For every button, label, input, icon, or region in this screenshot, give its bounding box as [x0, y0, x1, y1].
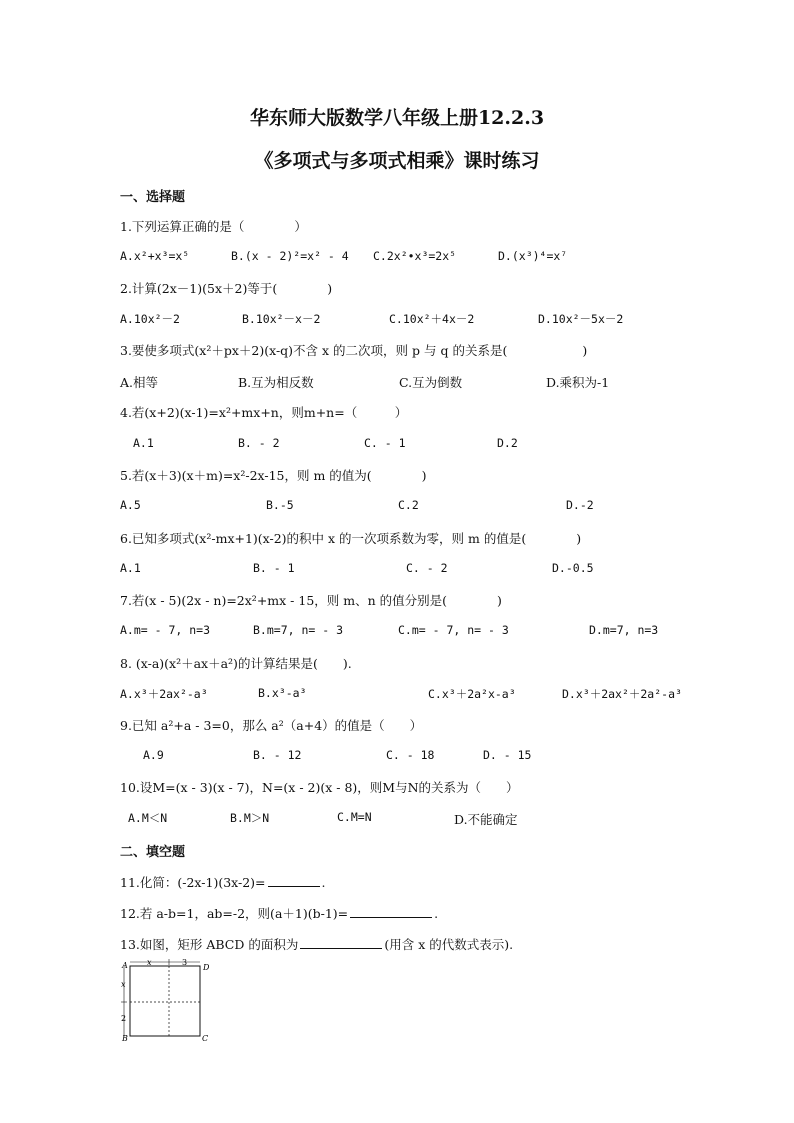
q2-option-c: C.10x²＋4x－2 — [389, 312, 475, 326]
q13-answer-blank[interactable] — [300, 934, 382, 949]
q4-option-a: A.1 — [133, 436, 154, 450]
q8-option-c: C.x³＋2a²x-a³ — [428, 687, 516, 701]
q5-option-b: B.-5 — [266, 498, 294, 512]
question-10: 10.设M=(x - 3)(x - 7)，N=(x - 2)(x - 8)，则M与N的关系为（ ） — [120, 780, 519, 795]
q7-option-c: C.m= - 7, n= - 3 — [398, 623, 509, 637]
q10-option-d: D.不能确定 — [454, 812, 518, 827]
q12-text: 12.若 a-b=1，ab=-2，则(a＋1)(b-1)= — [120, 906, 349, 921]
question-2: 2.计算(2x－1)(5x＋2)等于( ) — [120, 281, 333, 296]
question-8: 8. (x-a)(x²＋ax＋a²)的计算结果是( ). — [120, 656, 352, 671]
q6-option-a: A.1 — [120, 561, 141, 575]
q7-option-b: B.m=7, n= - 3 — [253, 623, 344, 637]
q4-option-b: B. - 2 — [238, 436, 280, 450]
q6-option-c: C. - 2 — [406, 561, 448, 575]
q13-text: 13.如图，矩形 ABCD 的面积为 — [120, 937, 299, 952]
q13-end: (用含 x 的代数式表示). — [384, 937, 514, 952]
question-3: 3.要使多项式(x²＋px＋2)(x-q)不含 x 的二次项，则 p 与 q 的关系是( ) — [120, 343, 588, 358]
q9-option-c: C. - 18 — [386, 748, 435, 762]
q9-option-a: A.9 — [143, 748, 164, 762]
q11-text: 11.化简：(-2x-1)(3x-2)= — [120, 875, 266, 890]
rectangle-abcd — [130, 966, 200, 1036]
q6-option-d: D.-0.5 — [552, 561, 594, 575]
label-left-2: 2 — [121, 1014, 127, 1023]
q8-option-a: A.x³＋2ax²-a³ — [120, 687, 208, 701]
q2-option-a: A.10x²－2 — [120, 312, 180, 326]
q2-option-b: B.10x²－x－2 — [242, 312, 321, 326]
q9-option-b: B. - 12 — [253, 748, 302, 762]
question-13 — [120, 934, 513, 953]
q4-option-c: C. - 1 — [364, 436, 406, 450]
q7-option-d: D.m=7, n=3 — [589, 623, 659, 637]
q11-answer-blank[interactable] — [268, 872, 320, 887]
title-line-1: 华东师大版数学八年级上册12.2.3 — [249, 107, 545, 129]
question-11 — [120, 872, 326, 891]
q5-option-d: D.-2 — [566, 498, 594, 512]
q5-option-a: A.5 — [120, 498, 141, 512]
q7-option-a: A.m= - 7, n=3 — [120, 623, 211, 637]
q3-option-b: B.互为相反数 — [238, 375, 314, 390]
label-c: C — [202, 1034, 209, 1042]
q3-option-d: D.乘积为-1 — [546, 375, 610, 390]
q12-end: . — [434, 906, 439, 921]
question-9: 9.已知 a²+a - 3=0，那么 a²（a+4）的值是（ ） — [120, 718, 423, 733]
question-5: 5.若(x＋3)(x＋m)=x²-2x-15，则 m 的值为( ) — [120, 468, 427, 483]
q8-option-d: D.x³＋2ax²＋2a²-a³ — [562, 687, 682, 701]
label-d: D — [203, 963, 210, 972]
question-12 — [120, 903, 438, 922]
q4-option-d: D.2 — [497, 436, 518, 450]
q2-option-d: D.10x²－5x－2 — [538, 312, 624, 326]
label-left-x: x — [121, 980, 126, 989]
q6-option-b: B. - 1 — [253, 561, 295, 575]
rectangle-abcd-figure — [116, 958, 216, 1042]
q3-option-a: A.相等 — [120, 375, 159, 390]
q1-option-b: B.(x - 2)²=x² - 4 — [231, 249, 349, 263]
q11-end: . — [321, 875, 326, 890]
q1-option-a: A.x²+x³=x⁵ — [120, 249, 190, 263]
title-line-2: 《多项式与多项式相乘》课时练习 — [254, 150, 540, 172]
label-top-x: x — [147, 958, 152, 967]
question-6: 6.已知多项式(x²-mx+1)(x-2)的积中 x 的一次项系数为零，则 m 的值是( ) — [120, 531, 582, 546]
label-a: A — [122, 961, 128, 970]
q9-option-d: D. - 15 — [483, 748, 532, 762]
question-7: 7.若(x - 5)(2x - n)=2x²+mx - 15，则 m、n 的值分别是( ) — [120, 593, 502, 608]
q10-option-b: B.M＞N — [230, 811, 270, 825]
question-4: 4.若(x+2)(x-1)=x²+mx+n，则m+n=（ ） — [120, 405, 408, 420]
question-1: 1.下列运算正确的是（ ） — [120, 219, 307, 234]
label-b: B — [122, 1034, 128, 1042]
label-top-3: 3 — [182, 958, 188, 967]
q10-option-c: C.M=N — [337, 810, 372, 824]
q1-option-c: C.2x²•x³=2x⁵ — [373, 249, 457, 263]
q3-option-c: C.互为倒数 — [399, 375, 463, 390]
q5-option-c: C.2 — [398, 498, 419, 512]
section-heading-choice: 一、选择题 — [120, 190, 186, 205]
q10-option-a: A.M＜N — [128, 811, 168, 825]
q12-answer-blank[interactable] — [350, 903, 432, 918]
q1-option-d: D.(x³)⁴=x⁷ — [498, 249, 568, 263]
section-heading-fill: 二、填空题 — [120, 845, 186, 860]
q8-option-b: B.x³-a³ — [258, 686, 307, 700]
